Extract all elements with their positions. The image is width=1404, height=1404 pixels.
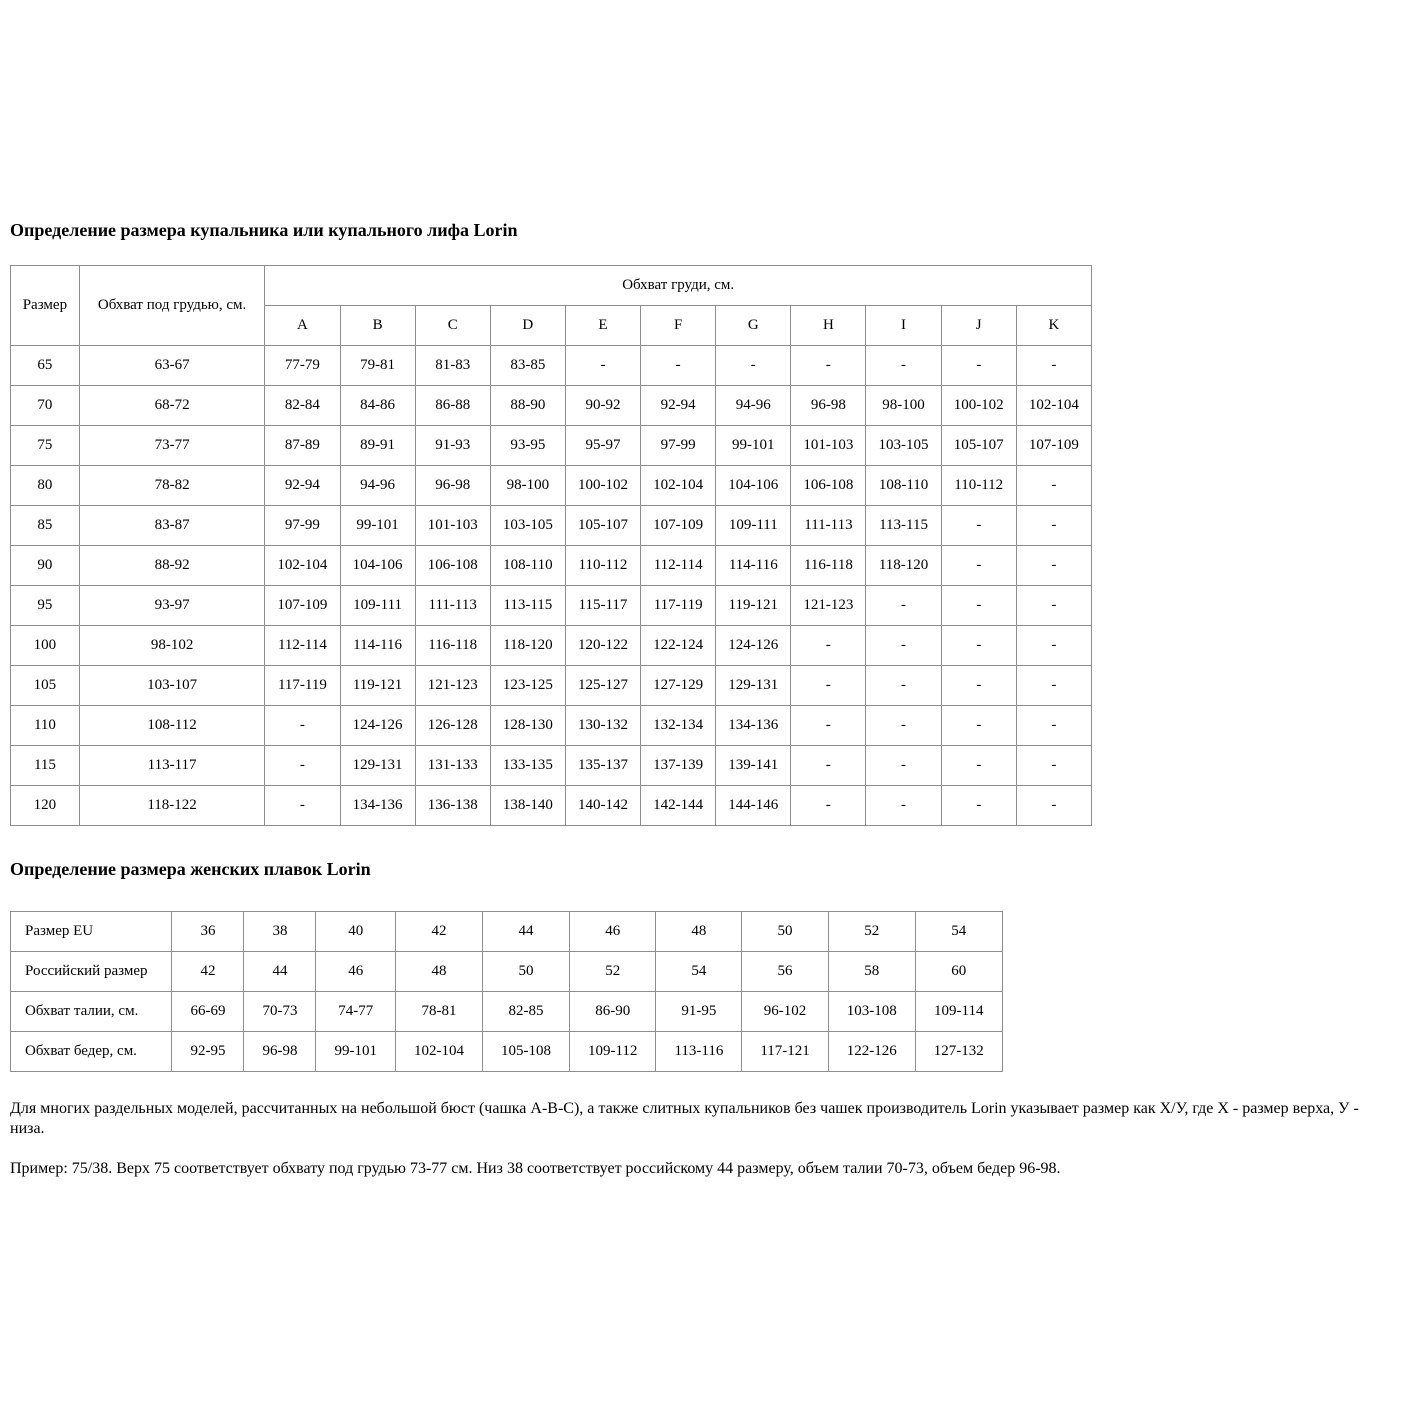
table-row	[11, 346, 1092, 386]
bust-range-cell: -	[1016, 746, 1091, 786]
value-cell: 54	[915, 912, 1002, 952]
bust-range-cell: -	[565, 346, 640, 386]
value-cell: 48	[656, 912, 742, 952]
bust-range-cell: 94-96	[340, 466, 415, 506]
value-cell: 105-108	[482, 1032, 569, 1072]
bust-range-cell: 136-138	[415, 786, 490, 826]
bust-range-cell: 110-112	[941, 466, 1016, 506]
cup-column-header: J	[941, 306, 1016, 346]
bust-range-cell: 110-112	[565, 546, 640, 586]
row-label-cell: Обхват бедер, см.	[11, 1032, 172, 1072]
bust-range-cell: -	[791, 666, 866, 706]
size-cell: 65	[11, 346, 80, 386]
value-cell: 102-104	[395, 1032, 482, 1072]
bust-range-cell: -	[941, 786, 1016, 826]
bust-range-cell: 111-113	[415, 586, 490, 626]
size-cell: 95	[11, 586, 80, 626]
bust-range-cell: -	[941, 626, 1016, 666]
size-cell: 110	[11, 706, 80, 746]
bust-range-cell: 127-129	[641, 666, 716, 706]
bust-range-cell: 104-106	[340, 546, 415, 586]
bra-size-table-body	[11, 346, 1092, 826]
bust-range-cell: 89-91	[340, 426, 415, 466]
value-cell: 48	[395, 952, 482, 992]
bust-range-cell: 102-104	[265, 546, 340, 586]
cup-column-header: F	[641, 306, 716, 346]
table-row	[11, 466, 1092, 506]
bust-range-cell: 92-94	[641, 386, 716, 426]
underbust-column-header: Обхват под грудью, см.	[79, 266, 265, 346]
bust-range-cell: 105-107	[565, 506, 640, 546]
cup-column-header: D	[490, 306, 565, 346]
value-cell: 52	[569, 952, 655, 992]
bust-range-cell: 118-120	[490, 626, 565, 666]
bust-range-cell: 134-136	[716, 706, 791, 746]
table-row	[11, 706, 1092, 746]
cup-column-header: C	[415, 306, 490, 346]
size-cell: 100	[11, 626, 80, 666]
bust-range-cell: 91-93	[415, 426, 490, 466]
bust-range-cell: -	[716, 346, 791, 386]
value-cell: 54	[656, 952, 742, 992]
bust-range-cell: 87-89	[265, 426, 340, 466]
size-cell: 85	[11, 506, 80, 546]
bust-range-cell: 101-103	[415, 506, 490, 546]
value-cell: 40	[316, 912, 396, 952]
value-cell: 74-77	[316, 992, 396, 1032]
bra-header-row-groups	[11, 266, 1092, 306]
bust-range-cell: -	[941, 346, 1016, 386]
bust-range-cell: 102-104	[1016, 386, 1091, 426]
value-cell: 42	[395, 912, 482, 952]
underbust-cell: 73-77	[79, 426, 265, 466]
bust-range-cell: 122-124	[641, 626, 716, 666]
bust-range-cell: 118-120	[866, 546, 941, 586]
table-row	[11, 666, 1092, 706]
bust-range-cell: 123-125	[490, 666, 565, 706]
bust-range-cell: -	[1016, 506, 1091, 546]
bust-range-cell: 97-99	[641, 426, 716, 466]
bust-range-cell: 81-83	[415, 346, 490, 386]
size-cell: 75	[11, 426, 80, 466]
briefs-size-table-body	[11, 912, 1003, 1072]
value-cell: 91-95	[656, 992, 742, 1032]
bust-range-cell: 117-119	[265, 666, 340, 706]
bust-range-cell: 112-114	[265, 626, 340, 666]
row-label-cell: Российский размер	[11, 952, 172, 992]
underbust-cell: 63-67	[79, 346, 265, 386]
table-row	[11, 992, 1003, 1032]
bust-range-cell: 107-109	[265, 586, 340, 626]
table-row	[11, 426, 1092, 466]
cup-column-header: I	[866, 306, 941, 346]
bust-range-cell: 94-96	[716, 386, 791, 426]
bust-range-cell: 96-98	[791, 386, 866, 426]
value-cell: 36	[172, 912, 244, 952]
underbust-cell: 108-112	[79, 706, 265, 746]
bust-range-cell: -	[866, 626, 941, 666]
row-label-cell: Размер EU	[11, 912, 172, 952]
value-cell: 50	[482, 952, 569, 992]
cup-column-header: E	[565, 306, 640, 346]
underbust-cell: 68-72	[79, 386, 265, 426]
bust-range-cell: 103-105	[490, 506, 565, 546]
bust-range-cell: 108-110	[490, 546, 565, 586]
bust-range-cell: 121-123	[791, 586, 866, 626]
bust-range-cell: -	[866, 746, 941, 786]
bust-range-cell: 133-135	[490, 746, 565, 786]
table-row	[11, 746, 1092, 786]
bust-range-cell: 121-123	[415, 666, 490, 706]
bust-range-cell: 99-101	[716, 426, 791, 466]
bust-range-cell: 135-137	[565, 746, 640, 786]
bust-range-cell: -	[265, 706, 340, 746]
bust-range-cell: 92-94	[265, 466, 340, 506]
value-cell: 38	[244, 912, 316, 952]
underbust-cell: 88-92	[79, 546, 265, 586]
bust-range-cell: 138-140	[490, 786, 565, 826]
value-cell: 66-69	[172, 992, 244, 1032]
table-row	[11, 786, 1092, 826]
bust-range-cell: 109-111	[716, 506, 791, 546]
bust-range-cell: -	[866, 706, 941, 746]
bust-range-cell: -	[1016, 466, 1091, 506]
bust-range-cell: 131-133	[415, 746, 490, 786]
value-cell: 127-132	[915, 1032, 1002, 1072]
table-row	[11, 952, 1003, 992]
bust-range-cell: -	[265, 786, 340, 826]
size-cell: 80	[11, 466, 80, 506]
bust-range-cell: 134-136	[340, 786, 415, 826]
bust-range-cell: 113-115	[866, 506, 941, 546]
bust-range-cell: -	[866, 346, 941, 386]
bust-group-header: Обхват груди, см.	[265, 266, 1092, 306]
bust-range-cell: -	[1016, 346, 1091, 386]
underbust-cell: 98-102	[79, 626, 265, 666]
bust-range-cell: 129-131	[340, 746, 415, 786]
table-row	[11, 912, 1003, 952]
underbust-cell: 93-97	[79, 586, 265, 626]
size-cell: 70	[11, 386, 80, 426]
bust-range-cell: -	[941, 586, 1016, 626]
bust-range-cell: 114-116	[340, 626, 415, 666]
bust-range-cell: 99-101	[340, 506, 415, 546]
bust-range-cell: 77-79	[265, 346, 340, 386]
bust-range-cell: -	[1016, 586, 1091, 626]
bust-range-cell: 107-109	[641, 506, 716, 546]
value-cell: 122-126	[828, 1032, 915, 1072]
value-cell: 46	[569, 912, 655, 952]
bust-range-cell: 129-131	[716, 666, 791, 706]
value-cell: 86-90	[569, 992, 655, 1032]
table-row	[11, 506, 1092, 546]
bust-range-cell: -	[1016, 786, 1091, 826]
bust-range-cell: 101-103	[791, 426, 866, 466]
bust-range-cell: 79-81	[340, 346, 415, 386]
value-cell: 96-102	[742, 992, 828, 1032]
value-cell: 117-121	[742, 1032, 828, 1072]
value-cell: 60	[915, 952, 1002, 992]
sizing-example-note: Пример: 75/38. Верх 75 соответствует обхвату под грудью 73-77 см. Низ 38 соответствует российскому 44 размеру, объем талии 70-73, объем бедер 96-98.	[10, 1160, 1061, 1177]
bust-range-cell: 125-127	[565, 666, 640, 706]
bust-range-cell: 113-115	[490, 586, 565, 626]
bust-range-cell: 88-90	[490, 386, 565, 426]
bust-range-cell: 100-102	[941, 386, 1016, 426]
cup-column-header: B	[340, 306, 415, 346]
bust-range-cell: -	[941, 506, 1016, 546]
bust-range-cell: 103-105	[866, 426, 941, 466]
value-cell: 96-98	[244, 1032, 316, 1072]
bust-range-cell: -	[791, 346, 866, 386]
size-cell: 105	[11, 666, 80, 706]
cup-column-header: A	[265, 306, 340, 346]
bust-range-cell: -	[941, 666, 1016, 706]
bust-range-cell: 124-126	[716, 626, 791, 666]
bust-range-cell: 90-92	[565, 386, 640, 426]
value-cell: 50	[742, 912, 828, 952]
bust-range-cell: 104-106	[716, 466, 791, 506]
value-cell: 92-95	[172, 1032, 244, 1072]
bust-range-cell: 108-110	[866, 466, 941, 506]
cup-column-header: K	[1016, 306, 1091, 346]
table-row	[11, 1032, 1003, 1072]
bust-range-cell: -	[866, 586, 941, 626]
bust-range-cell: -	[1016, 626, 1091, 666]
briefs-size-table	[10, 911, 1003, 1072]
bust-range-cell: 130-132	[565, 706, 640, 746]
bust-range-cell: 93-95	[490, 426, 565, 466]
bust-range-cell: 140-142	[565, 786, 640, 826]
bust-range-cell: -	[866, 786, 941, 826]
bust-range-cell: 144-146	[716, 786, 791, 826]
table-row	[11, 546, 1092, 586]
value-cell: 78-81	[395, 992, 482, 1032]
bust-range-cell: -	[791, 706, 866, 746]
sizing-note: Для многих раздельных моделей, рассчитанных на небольшой бюст (чашка A-B-C), а также слитных купальников без чашек производитель Lorin указывает размер как Х/У, где Х - размер верха, У - низа.	[10, 1100, 1359, 1137]
bust-range-cell: -	[941, 706, 1016, 746]
bust-range-cell: 98-100	[490, 466, 565, 506]
bust-range-cell: 120-122	[565, 626, 640, 666]
bust-range-cell: 119-121	[716, 586, 791, 626]
value-cell: 109-114	[915, 992, 1002, 1032]
size-cell: 90	[11, 546, 80, 586]
bra-size-table	[10, 265, 1092, 826]
bust-range-cell: 96-98	[415, 466, 490, 506]
bust-range-cell: 100-102	[565, 466, 640, 506]
bust-range-cell: 106-108	[415, 546, 490, 586]
underbust-cell: 113-117	[79, 746, 265, 786]
bra-size-table-header	[11, 266, 1092, 346]
bust-range-cell: 116-118	[791, 546, 866, 586]
bust-range-cell: -	[1016, 666, 1091, 706]
value-cell: 58	[828, 952, 915, 992]
bust-range-cell: 137-139	[641, 746, 716, 786]
bust-range-cell: 124-126	[340, 706, 415, 746]
bust-range-cell: -	[791, 786, 866, 826]
bust-range-cell: 106-108	[791, 466, 866, 506]
bust-range-cell: 126-128	[415, 706, 490, 746]
bust-range-cell: 105-107	[941, 426, 1016, 466]
bust-range-cell: -	[941, 746, 1016, 786]
bust-range-cell: 109-111	[340, 586, 415, 626]
underbust-cell: 103-107	[79, 666, 265, 706]
size-column-header: Размер	[11, 266, 80, 346]
value-cell: 113-116	[656, 1032, 742, 1072]
bust-range-cell: 82-84	[265, 386, 340, 426]
cup-column-header: G	[716, 306, 791, 346]
underbust-cell: 118-122	[79, 786, 265, 826]
table-row	[11, 386, 1092, 426]
row-label-cell: Обхват талии, см.	[11, 992, 172, 1032]
bust-range-cell: 128-130	[490, 706, 565, 746]
table-row	[11, 586, 1092, 626]
value-cell: 42	[172, 952, 244, 992]
bust-range-cell: -	[1016, 546, 1091, 586]
bust-range-cell: 117-119	[641, 586, 716, 626]
bust-range-cell: 83-85	[490, 346, 565, 386]
value-cell: 70-73	[244, 992, 316, 1032]
bust-range-cell: 98-100	[866, 386, 941, 426]
bust-range-cell: 116-118	[415, 626, 490, 666]
bust-range-cell: 139-141	[716, 746, 791, 786]
table-row	[11, 626, 1092, 666]
value-cell: 109-112	[569, 1032, 655, 1072]
bust-range-cell: -	[791, 746, 866, 786]
bust-range-cell: -	[866, 666, 941, 706]
bust-range-cell: 142-144	[641, 786, 716, 826]
bust-range-cell: -	[641, 346, 716, 386]
cup-column-header: H	[791, 306, 866, 346]
value-cell: 44	[244, 952, 316, 992]
bust-range-cell: 107-109	[1016, 426, 1091, 466]
value-cell: 44	[482, 912, 569, 952]
size-cell: 120	[11, 786, 80, 826]
bust-range-cell: -	[941, 546, 1016, 586]
bust-range-cell: 132-134	[641, 706, 716, 746]
value-cell: 99-101	[316, 1032, 396, 1072]
underbust-cell: 83-87	[79, 506, 265, 546]
bust-range-cell: -	[1016, 706, 1091, 746]
bust-range-cell: 84-86	[340, 386, 415, 426]
bust-range-cell: -	[265, 746, 340, 786]
bust-range-cell: 115-117	[565, 586, 640, 626]
underbust-cell: 78-82	[79, 466, 265, 506]
value-cell: 56	[742, 952, 828, 992]
bust-range-cell: 112-114	[641, 546, 716, 586]
value-cell: 82-85	[482, 992, 569, 1032]
bust-range-cell: -	[791, 626, 866, 666]
bust-range-cell: 114-116	[716, 546, 791, 586]
value-cell: 52	[828, 912, 915, 952]
bra-size-section-title: Определение размера купальника или купального лифа Lorin	[10, 220, 518, 240]
briefs-size-section-title: Определение размера женских плавок Lorin	[10, 859, 371, 879]
value-cell: 103-108	[828, 992, 915, 1032]
bust-range-cell: 119-121	[340, 666, 415, 706]
bust-range-cell: 86-88	[415, 386, 490, 426]
size-cell: 115	[11, 746, 80, 786]
value-cell: 46	[316, 952, 396, 992]
bust-range-cell: 97-99	[265, 506, 340, 546]
bust-range-cell: 111-113	[791, 506, 866, 546]
bust-range-cell: 95-97	[565, 426, 640, 466]
bust-range-cell: 102-104	[641, 466, 716, 506]
